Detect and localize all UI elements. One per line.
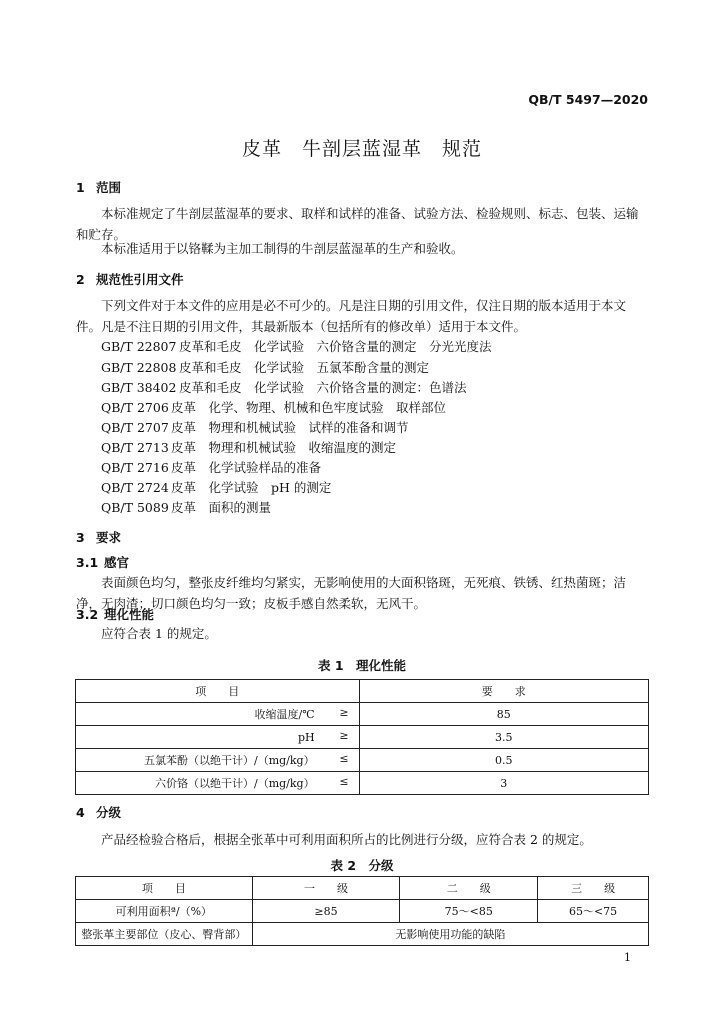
operator: ≤ — [339, 752, 349, 765]
table-header-row — [76, 877, 649, 900]
section-number: 3.1 — [76, 555, 99, 570]
reference-title: 皮革 面积的测量 — [171, 500, 272, 515]
header-cell-grade-2: 二 级 — [400, 877, 538, 900]
table-row — [76, 726, 649, 749]
section-title: 要求 — [96, 530, 122, 545]
section-title: 规范性引用文件 — [96, 272, 184, 287]
reference-item — [101, 378, 467, 396]
reference-title: 皮革 化学试验样品的准备 — [171, 460, 322, 475]
section-title: 范围 — [96, 180, 122, 195]
value-cell: 3 — [359, 772, 648, 795]
header-cell-item: 项 目 — [76, 680, 360, 703]
grade-2-cell: 75～<85 — [400, 900, 538, 923]
reference-title: 皮革和毛皮 化学试验 六价铬含量的测定 分光光度法 — [179, 339, 492, 354]
reference-item — [101, 458, 321, 476]
section-2-heading — [76, 270, 184, 288]
reference-title: 皮革和毛皮 化学试验 五氯苯酚含量的测定 — [179, 360, 430, 375]
reference-code: QB/T 5089 — [101, 500, 169, 515]
section-title: 感官 — [104, 555, 130, 570]
item-cell: 可利用面积ª/（%） — [76, 900, 253, 923]
table-row — [76, 703, 649, 726]
section-4-paragraph: 产品经检验合格后，根据全张革中可利用面积所占的比例进行分级，应符合表 2 的规定。 — [101, 832, 592, 847]
item-cell: 整张革主要部位（皮心、臀背部） — [76, 923, 253, 946]
section-1-paragraph-2: 本标准适用于以铬鞣为主加工制得的牛剖层蓝湿革的生产和验收。 — [101, 241, 464, 256]
section-4-heading — [76, 803, 121, 821]
section-3-1-paragraph: 表面颜色均匀，整张皮纤维均匀紧实，无影响使用的大面积铬斑，无死痕、铁锈、红热菌斑；洁净，无肉渣；切口颜色均匀一致；皮板手感自然柔软，无风干。 — [76, 575, 627, 611]
reference-code: QB/T 2716 — [101, 460, 169, 475]
table-1-properties — [75, 679, 649, 795]
section-3-2-paragraph: 应符合表 1 的规定。 — [101, 626, 217, 641]
table-2-grading — [75, 876, 649, 946]
table-row — [76, 900, 649, 923]
table-1-caption: 表 1 理化性能 — [317, 658, 407, 673]
item-name: 五氯苯酚（以绝干计）/（mg/kg） — [143, 754, 315, 767]
reference-code: QB/T 2706 — [101, 400, 169, 415]
value-cell: 0.5 — [359, 749, 648, 772]
section-number: 2 — [76, 272, 85, 287]
reference-title: 皮革 物理和机械试验 试样的准备和调节 — [171, 420, 409, 435]
reference-item — [101, 337, 492, 355]
reference-item — [101, 418, 409, 436]
table-row — [76, 772, 649, 795]
item-name: 收缩温度/℃ — [254, 708, 315, 721]
section-3-2-heading — [76, 605, 154, 623]
reference-item — [101, 438, 396, 456]
header-cell-grade-1: 一 级 — [252, 877, 400, 900]
header-cell-item: 项 目 — [76, 877, 253, 900]
reference-code: QB/T 2713 — [101, 440, 169, 455]
item-cell — [76, 726, 360, 749]
item-cell — [76, 703, 360, 726]
reference-item — [101, 398, 446, 416]
section-title: 分级 — [96, 805, 122, 820]
item-cell — [76, 772, 360, 795]
reference-code: GB/T 38402 — [101, 380, 177, 395]
reference-item — [101, 358, 429, 376]
reference-code: QB/T 2724 — [101, 480, 169, 495]
reference-item — [101, 498, 271, 516]
value-cell: 3.5 — [359, 726, 648, 749]
header-cell-requirement: 要 求 — [359, 680, 648, 703]
section-number: 3 — [76, 530, 85, 545]
standard-number: QB/T 5497—2020 — [528, 92, 648, 107]
reference-item — [101, 478, 331, 496]
reference-title: 皮革 化学试验 pH 的测定 — [171, 480, 332, 495]
operator: ≥ — [339, 706, 349, 719]
section-3-heading — [76, 528, 121, 546]
reference-code: GB/T 22807 — [101, 339, 177, 354]
reference-code: QB/T 2707 — [101, 420, 169, 435]
section-title: 理化性能 — [104, 607, 155, 622]
value-cell: 85 — [359, 703, 648, 726]
grade-3-cell: 65～<75 — [538, 900, 649, 923]
operator: ≥ — [339, 729, 349, 742]
reference-title: 皮革 化学、物理、机械和色牢度试验 取样部位 — [171, 400, 447, 415]
table-2-caption: 表 2 分级 — [330, 858, 394, 873]
item-name: pH — [297, 730, 315, 744]
reference-title: 皮革 物理和机械试验 收缩温度的测定 — [171, 440, 397, 455]
section-number: 4 — [76, 805, 85, 820]
section-2-paragraph: 下列文件对于本文件的应用是必不可少的。凡是注日期的引用文件，仅注日期的版本适用于本文件。凡是不注日期的引用文件，其最新版本（包括所有的修改单）适用于本文件。 — [76, 298, 627, 334]
section-number: 1 — [76, 180, 85, 195]
reference-code: GB/T 22808 — [101, 360, 177, 375]
document-title: 皮革 牛剖层蓝湿革 规范 — [241, 138, 482, 160]
section-1-paragraph-1: 本标准规定了牛剖层蓝湿革的要求、取样和试样的准备、试验方法、检验规则、标志、包装、运输和贮存。 — [76, 206, 639, 242]
header-cell-grade-3: 三 级 — [538, 877, 649, 900]
grade-1-cell: ≥85 — [252, 900, 400, 923]
section-3-1-heading — [76, 553, 129, 571]
operator: ≤ — [339, 775, 349, 788]
section-1-heading — [76, 178, 121, 196]
table-header-row — [76, 680, 649, 703]
item-cell — [76, 749, 360, 772]
page-number: 1 — [624, 951, 631, 964]
table-row — [76, 749, 649, 772]
reference-title: 皮革和毛皮 化学试验 六价铬含量的测定：色谱法 — [179, 380, 467, 395]
merged-value-cell: 无影响使用功能的缺陷 — [252, 923, 648, 946]
item-name: 六价铬（以绝干计）/（mg/kg） — [154, 777, 315, 790]
section-number: 3.2 — [76, 607, 99, 622]
table-row — [76, 923, 649, 946]
